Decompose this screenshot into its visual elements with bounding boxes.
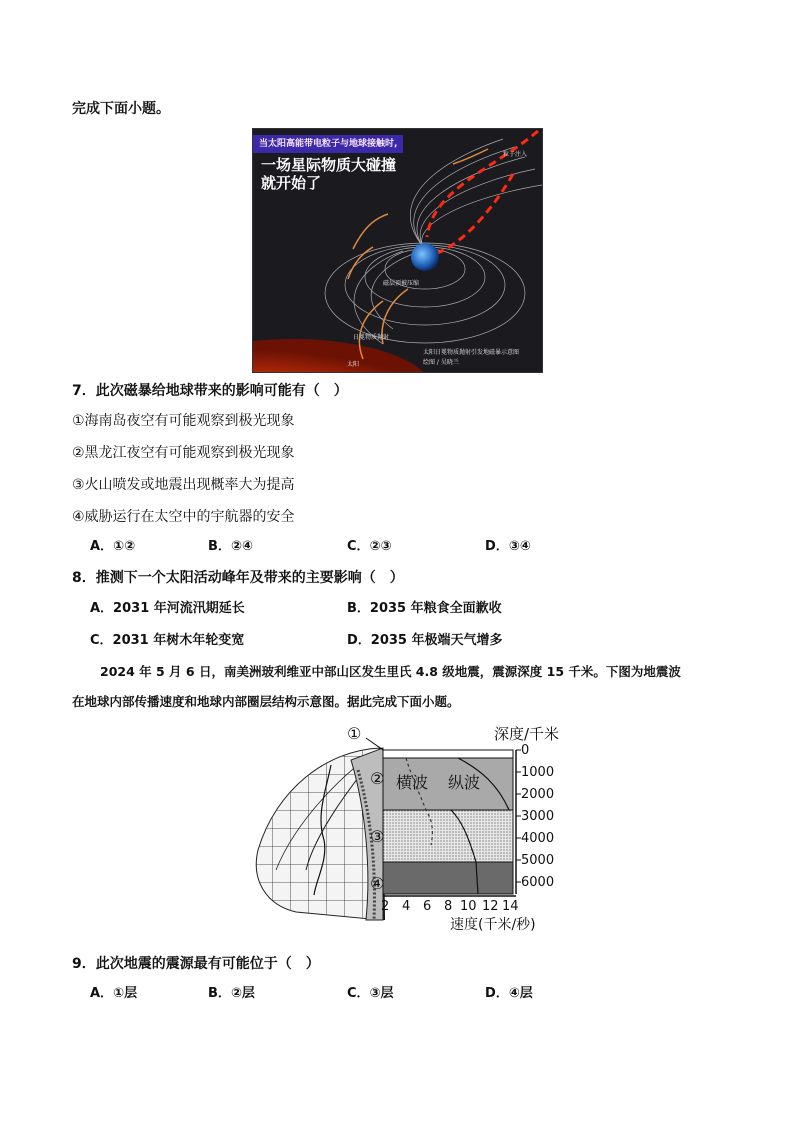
label-cme: 日冕物质抛射	[353, 334, 390, 341]
depth-tick-4000: 4000	[521, 831, 555, 846]
q8-option-d[interactable]: D．2035 年极端天气增多	[347, 633, 503, 648]
banner-line2: 一场星际物质大碰撞	[261, 156, 397, 174]
label-particle-inflow: 粒子注入	[503, 151, 528, 158]
speed-tick-10: 10	[460, 899, 477, 914]
speed-axis-title: 速度(千米/秒)	[450, 917, 536, 933]
banner-line1: 当太阳高能带电粒子与地球接触时,	[253, 135, 403, 153]
depth-tick-2000: 2000	[521, 787, 555, 802]
depth-tick-1000: 1000	[521, 765, 555, 780]
speed-tick-4: 4	[402, 899, 411, 914]
speed-tick-8: 8	[444, 899, 453, 914]
particle-path	[427, 131, 538, 254]
context-line1: 2024 年 5 月 6 日，南美洲玻利维亚中部山区发生里氏 4.8 级地震，震源深度 15 千米。下图为地震波	[100, 664, 681, 679]
earth-shape	[411, 243, 439, 271]
depth-axis-title: 深度/千米	[494, 725, 560, 743]
q7-option-b[interactable]: B．②④	[208, 539, 253, 554]
q7-stem: 7．此次磁暴给地球带来的影响可能有（ ）	[72, 383, 348, 399]
q7-statement-1: ①海南岛夜空有可能观察到极光现象	[72, 413, 295, 429]
label-longitudinal: 纵波	[448, 773, 481, 792]
label-bow-shock: 磁层顶被压缩	[383, 280, 420, 287]
layer-label-4: ④	[370, 874, 385, 893]
q9-option-b[interactable]: B．②层	[208, 986, 255, 1001]
label-sun: 太阳	[347, 361, 360, 368]
q8-stem: 8．推测下一个太阳活动峰年及带来的主要影响（ ）	[72, 570, 404, 586]
speed-tick-12: 12	[482, 899, 499, 914]
earth-structure-figure	[236, 720, 576, 935]
intro-line: 完成下面小题。	[72, 101, 170, 117]
q7-option-c[interactable]: C．②③	[347, 539, 392, 554]
depth-tick-0: 0	[521, 743, 530, 758]
layer-label-2: ②	[370, 769, 385, 788]
caption-line2: 绘图 / 吴晓兰	[423, 359, 459, 366]
banner-line3: 就开始了	[261, 174, 322, 192]
context-line2: 在地球内部传播速度和地球内部圈层结构示意图。据此完成下面小题。	[72, 694, 460, 709]
depth-tick-6000: 6000	[521, 875, 555, 890]
caption-line1: 太阳日冕物质抛射引发地磁暴示意图	[423, 349, 520, 356]
q7-option-a[interactable]: A．①②	[90, 539, 136, 554]
q7-statement-2: ②黑龙江夜空有可能观察到极光现象	[72, 445, 295, 461]
layer-label-1: ①	[347, 724, 362, 743]
q9-option-a[interactable]: A．①层	[90, 986, 138, 1001]
label-transverse: 横波	[396, 773, 429, 792]
layer-inner-core	[383, 862, 513, 894]
q8-option-a[interactable]: A．2031 年河流汛期延长	[90, 601, 245, 616]
q9-stem: 9．此次地震的震源最有可能位于（ ）	[72, 956, 320, 972]
sun-shape	[253, 339, 433, 372]
layer-label-3: ③	[370, 827, 385, 846]
solar-cme-figure	[252, 128, 543, 373]
q7-option-d[interactable]: D．③④	[485, 539, 531, 554]
q9-option-c[interactable]: C．③层	[347, 986, 394, 1001]
speed-tick-6: 6	[423, 899, 432, 914]
q9-option-d[interactable]: D．④层	[485, 986, 533, 1001]
depth-tick-3000: 3000	[521, 809, 555, 824]
speed-tick-2: 2	[381, 899, 390, 914]
q8-option-c[interactable]: C．2031 年树木年轮变宽	[90, 633, 245, 648]
depth-tick-5000: 5000	[521, 853, 555, 868]
speed-tick-14: 14	[502, 899, 519, 914]
q7-statement-3: ③火山喷发或地震出现概率大为提高	[72, 477, 295, 493]
q8-option-b[interactable]: B．2035 年粮食全面歉收	[347, 601, 502, 616]
q7-statement-4: ④威胁运行在太空中的宇航器的安全	[72, 509, 295, 525]
layer-outer-core	[383, 810, 513, 862]
